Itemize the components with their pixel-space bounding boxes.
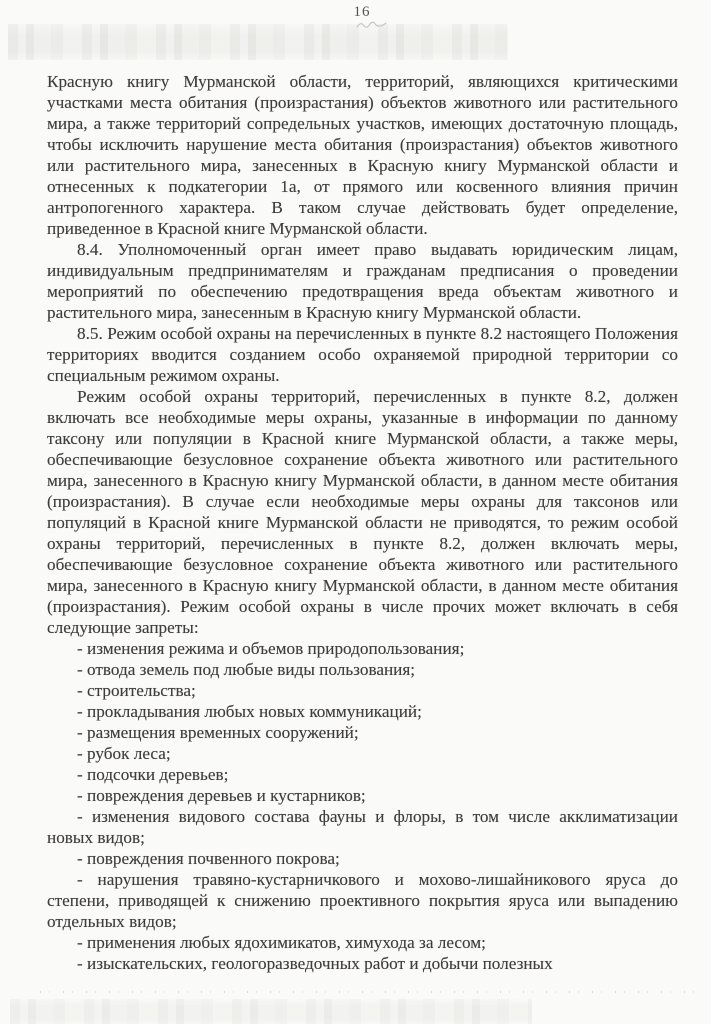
paragraph-continuation: Красную книгу Мурманской области, территорий, являющихся критическими участками места обитания (произрастания) объектов животного или растительного мира, а также территорий сопредельных участков, имеющих достаточную площадь, чтобы исключить нарушение места обитания (произрастания) объектов животного или растительного мира, занесенных в Красную книгу Мурманской области и отнесенных к подкатегории 1а, от прямого или косвенного влияния причин антропогенного характера. В таком случае действовать будет определение, приведенное в Красной книге Мурманской области. xyxy=(47,72,678,238)
scanner-smudge-top xyxy=(8,24,508,60)
prohibition-item: - повреждения деревьев и кустарников; xyxy=(77,786,366,805)
scanner-smudge-bottom xyxy=(10,999,532,1024)
prohibition-item: - размещения временных сооружений; xyxy=(77,723,359,742)
prohibition-item: - изменения режима и объемов природопользования; xyxy=(77,639,465,658)
prohibition-item: - изменения видового состава фауны и флоры, в том числе акклиматизации новых видов; xyxy=(47,807,678,847)
prohibition-item: - применения любых ядохимикатов, химухода за лесом; xyxy=(77,933,486,952)
prohibition-item: - строительства; xyxy=(77,681,196,700)
prohibition-item: - прокладывания любых новых коммуникаций; xyxy=(77,702,422,721)
prohibition-item: - подсочки деревьев; xyxy=(77,765,229,784)
paragraph-8-4: 8.4. Уполномоченный орган имеет право выдавать юридическим лицам, индивидуальным предпринимателям и гражданам предписания о проведении мероприятий по обеспечению предотвращения вреда объектам животного и растительного мира, занесенным в Красную книгу Мурманской области. xyxy=(47,240,678,322)
scanner-speckle-row xyxy=(40,991,700,993)
prohibition-item: - отвода земель под любые виды пользования; xyxy=(77,660,416,679)
document-body xyxy=(47,71,678,974)
prohibition-item: - изыскательских, геологоразведочных работ и добычи полезных xyxy=(77,954,553,973)
page-number: 16 xyxy=(353,4,371,20)
paragraph-8-5: 8.5. Режим особой охраны на перечисленных в пункте 8.2 настоящего Положения территориях вводится созданием особо охраняемой природной территории со специальным режимом охраны. xyxy=(47,324,678,385)
prohibition-item: - нарушения травяно-кустарничкового и мохово-лишайникового яруса до степени, приводящей к снижению проективного покрытия яруса или выпадению отдельных видов; xyxy=(47,870,678,931)
paragraph-protection-regime: Режим особой охраны территорий, перечисленных в пункте 8.2, должен включать все необходимые меры охраны, указанные в информации по данному таксону или популяции в Красной книге Мурманской области, а также меры, обеспечивающие безусловное сохранение объекта животного или растительного мира, занесенного в Красную книгу Мурманской области, в данном месте обитания (произрастания). В случае если необходимые меры охраны для таксонов или популяций в Красной книге Мурманской области не приводятся, то режим особой охраны территорий, перечисленных в пункте 8.2, должен включать меры, обеспечивающие безусловное сохранение объекта животного или растительного мира, занесенного в Красную книгу Мурманской области, в данном месте обитания (произрастания). Режим особой охраны в числе прочих может включать в себя следующие запреты: xyxy=(47,387,678,637)
prohibition-item: - рубок леса; xyxy=(77,744,171,763)
prohibition-item: - повреждения почвенного покрова; xyxy=(77,849,340,868)
